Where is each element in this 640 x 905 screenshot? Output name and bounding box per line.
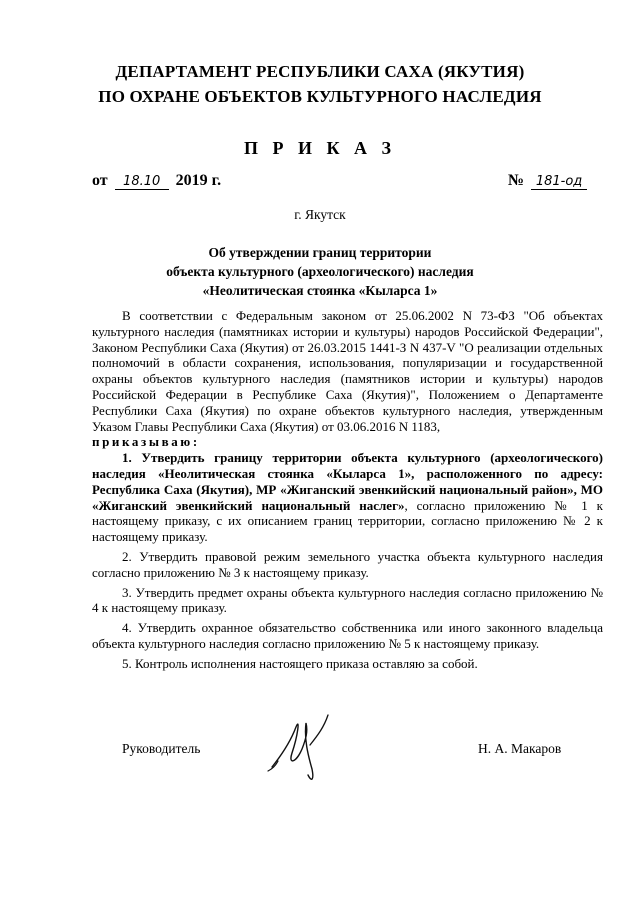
- handwritten-date: 18.10: [115, 175, 169, 190]
- item-3: 3. Утвердить предмет охраны объекта культурного наследия согласно приложению № 4 к настоящему приказу.: [92, 584, 603, 616]
- item-5: 5. Контроль исполнения настоящего приказа оставляю за собой.: [122, 655, 478, 671]
- signer-role: Руководитель: [122, 741, 201, 756]
- signer-name: Н. А. Макаров: [478, 741, 562, 756]
- item-2: 2. Утвердить правовой режим земельного участка объекта культурного наследия согласно приложению № 3 к настоящему приказу.: [92, 548, 603, 580]
- item-1: [92, 450, 603, 545]
- order-title: П Р И К А З: [243, 138, 397, 158]
- subject-line2: объекта культурного (археологического) наследия: [166, 264, 474, 279]
- date-year: 2019 г.: [175, 172, 222, 189]
- item-1-bold-text: 1. Утвердить границу территории объекта культурного (археологического) наследия «Неолитическая стоянка «Кыларса 1», расположенного по адресу: Республика Саха (Якутия), МР «Жиганский эвенкийский национальный район», МО «Жиганский эвенкийский национальный наслег»: [92, 450, 603, 513]
- subject-line3: «Неолитическая стоянка «Кыларса 1»: [202, 283, 438, 298]
- handwritten-signature-icon: [262, 705, 342, 785]
- number-sign: №: [508, 172, 525, 189]
- city: г. Якутск: [294, 207, 346, 222]
- decree-word: приказываю:: [92, 434, 200, 450]
- subject-line1: Об утверждении границ территории: [208, 245, 432, 260]
- order-subject: [0, 243, 640, 300]
- item-1-text: , согласно приложению № 1 к настоящему приказу, с их описанием границ территории, согласно приложению № 2 к настоящему приказу.: [92, 497, 603, 545]
- order-body: [92, 308, 603, 672]
- preamble-paragraph: В соответствии с Федеральным законом от 25.06.2002 N 73-ФЗ "Об объектах культурного наследия (памятниках истории и культуры) народов Российской Федерации", Законом Республики Саха (Якутия) от 26.03.2015 1441-З N 437-V "О реализации отдельных полномочий в области сохранения, использования, популяризации и государственной охраны объектов культурного наследия (памятников истории и культуры) народов Российской Федерации в Республике Саха (Якутия)", Положением о Департаменте Республики Саха (Якутия) по охране объектов культурного наследия, утвержденным Указом Главы Республики Саха (Якутия) от 03.06.2016 N 1183,: [92, 308, 603, 434]
- department-name-line2: ПО ОХРАНЕ ОБЪЕКТОВ КУЛЬТУРНОГО НАСЛЕДИЯ: [98, 87, 542, 106]
- item-4: 4. Утвердить охранное обязательство собственника или иного законного владельца объекта культурного наследия согласно приложению № 5 к настоящему приказу.: [92, 620, 603, 651]
- date-prefix: от: [92, 172, 108, 189]
- department-name-line1: ДЕПАРТАМЕНТ РЕСПУБЛИКИ САХА (ЯКУТИЯ): [115, 62, 525, 81]
- handwritten-number: 181-од: [531, 175, 587, 190]
- order-number: [508, 172, 590, 190]
- order-date: [92, 172, 221, 190]
